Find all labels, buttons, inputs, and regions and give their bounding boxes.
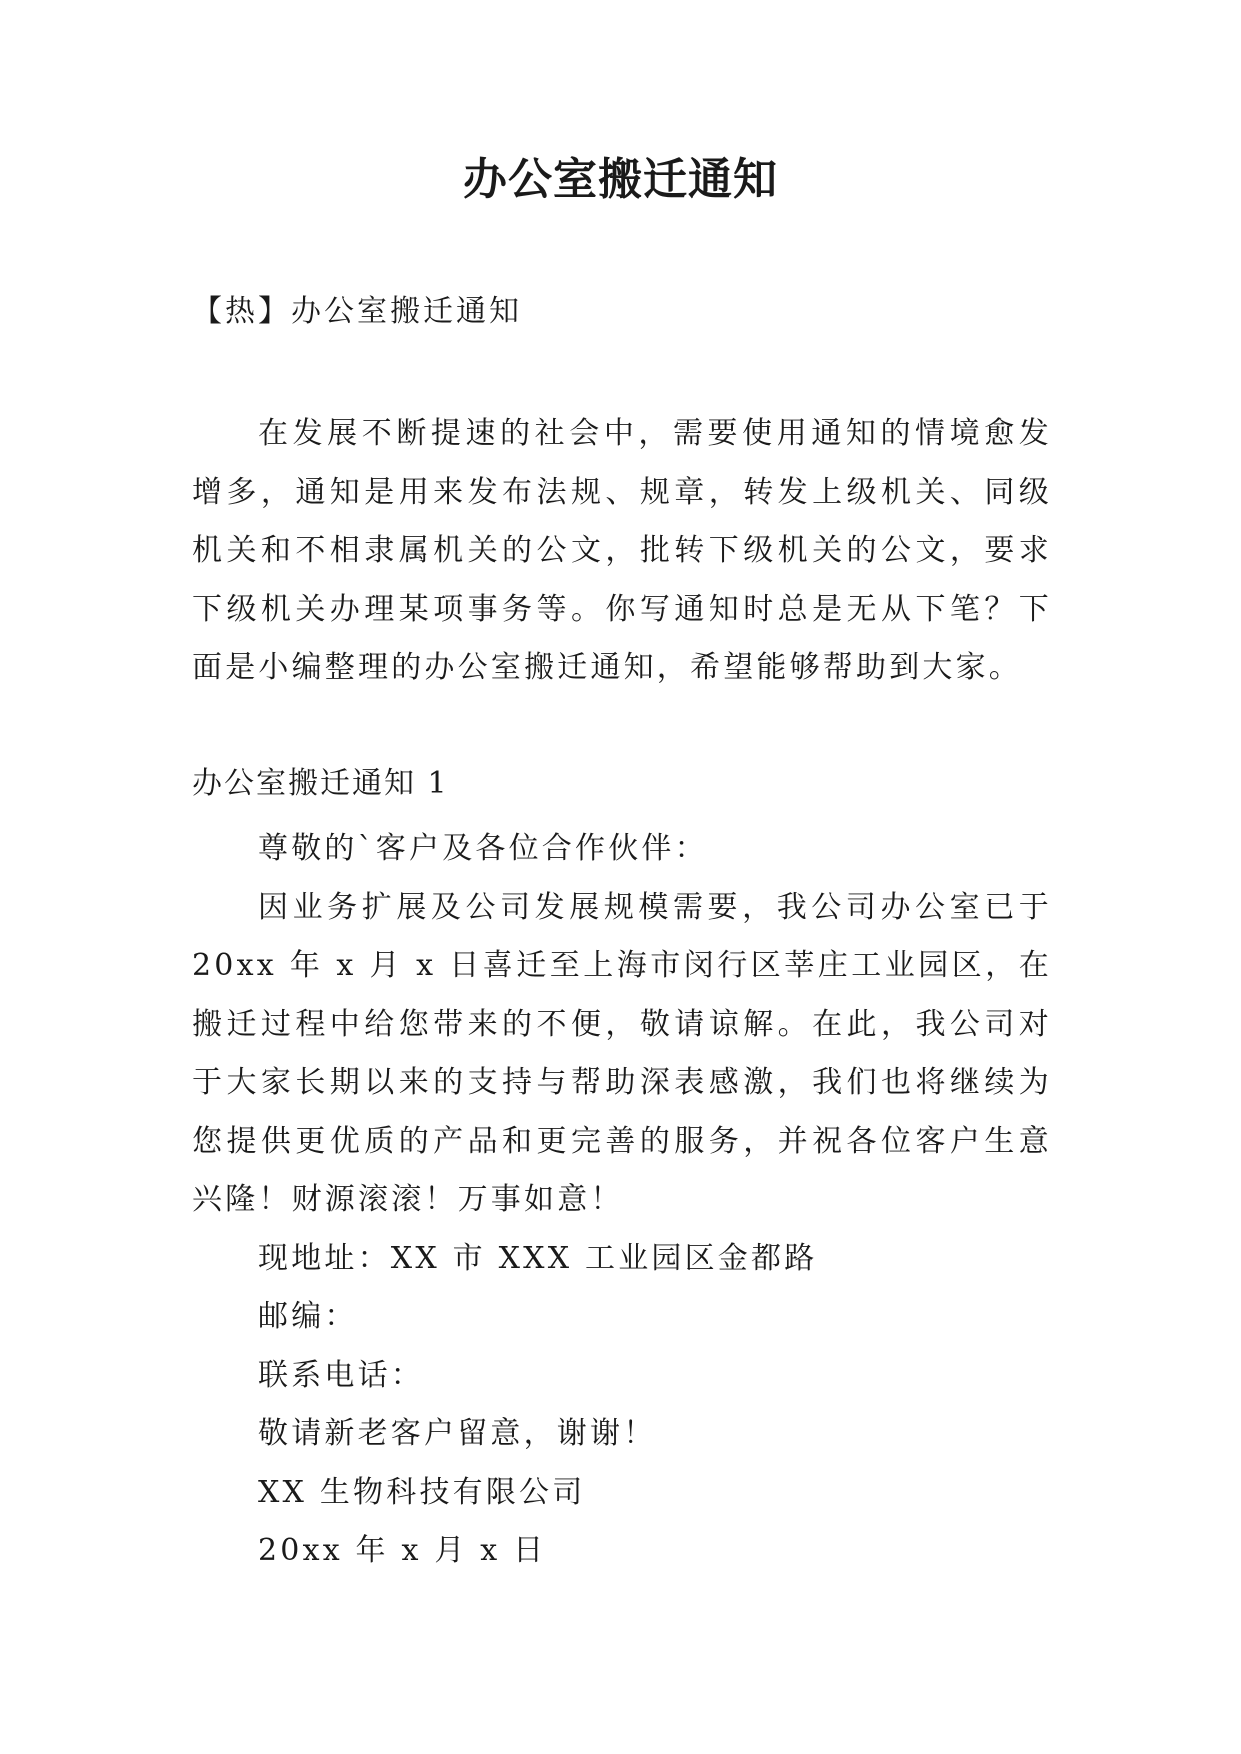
notice-phone: 联系电话： bbox=[258, 1357, 424, 1393]
notice-closing: 敬请新老客户留意，谢谢！ bbox=[258, 1416, 657, 1451]
page-title: 办公室搬迁通知 bbox=[463, 154, 778, 205]
document-subtitle: 【热】办公室搬迁通知 bbox=[192, 294, 522, 329]
notice-company: XX 生物科技有限公司 bbox=[258, 1474, 586, 1510]
notice-postcode: 邮编： bbox=[258, 1299, 358, 1334]
notice-salutation: 尊敬的`客户及各位合作伙伴： bbox=[258, 831, 708, 866]
notice-address: 现地址：XX 市 XXX 工业园区金都路 bbox=[258, 1240, 818, 1276]
notice-main-paragraph: 因业务扩展及公司发展规模需要，我公司办公室已于 20xx 年 x 月 x 日喜迁至上海市闵行区莘庄工业园区，在搬迁过程中给您带来的不便，敬请谅解。在此，我公司对于大家长期以来的支持与帮助深表感激，我们也将继续为您提供更优质的产品和更完善的服务，并祝各位客户生意兴隆！财源滚滚！万事如意！ bbox=[192, 889, 1052, 1217]
notice-date: 20xx 年 x 月 x 日 bbox=[258, 1533, 547, 1568]
intro-paragraph: 在发展不断提速的社会中，需要使用通知的情境愈发增多，通知是用来发布法规、规章，转发上级机关、同级机关和不相隶属机关的公文，批转下级机关的公文，要求下级机关办理某项事务等。你写通知时总是无从下笔？下面是小编整理的办公室搬迁通知，希望能够帮助到大家。 bbox=[192, 416, 1052, 685]
notice-heading: 办公室搬迁通知 1 bbox=[192, 766, 449, 801]
notice-body bbox=[192, 820, 1052, 1581]
